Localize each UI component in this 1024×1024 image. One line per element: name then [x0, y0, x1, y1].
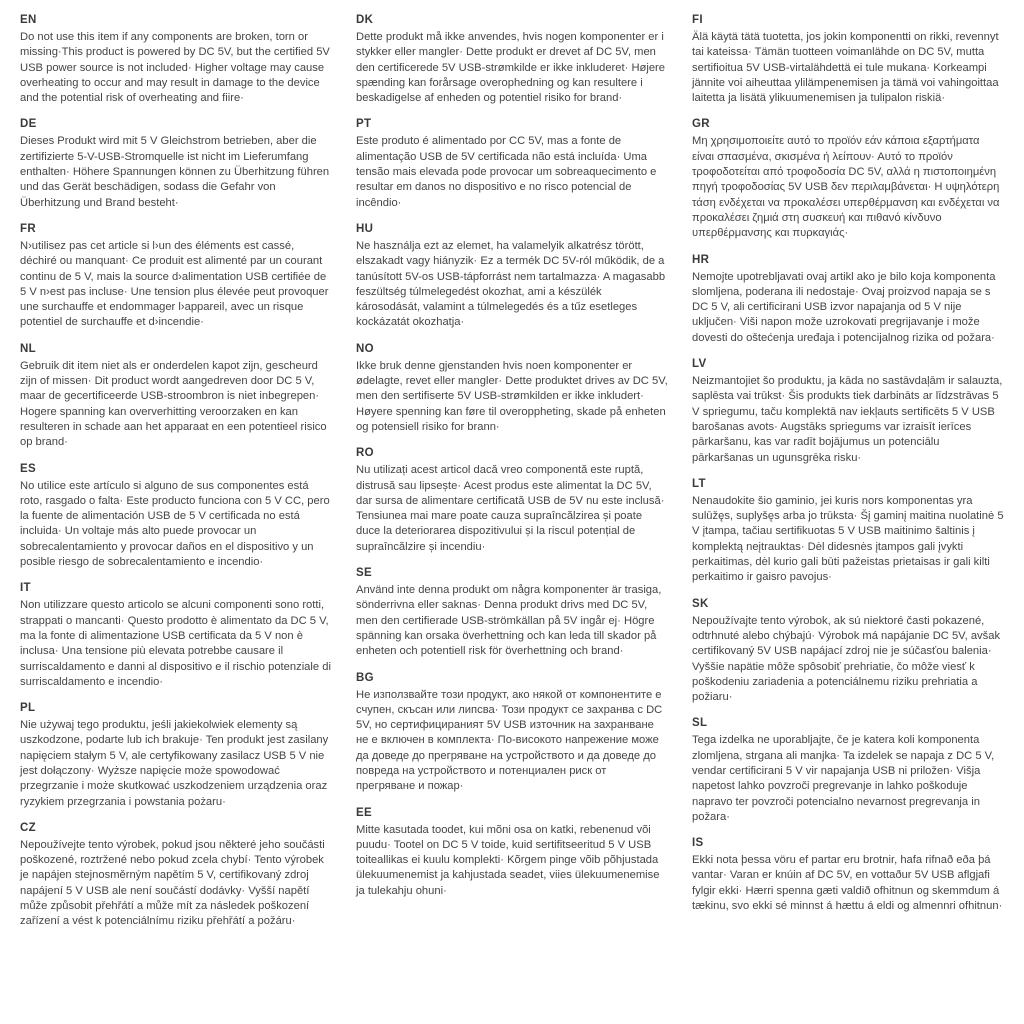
section-gr	[692, 118, 1004, 241]
safety-text-lv: Neizmantojiet šo produktu, ja kāda no sastāvdaļām ir salauzta, saplēsta vai trūkst· Šis produkts tiek darbināts ar līdzstrāvas 5 V spriegumu, taču komplektā nav iekļauts sertificēts 5 V USB barošanas avots· Augstāks spriegums var izraisīt ierīces pārkaršanu, kas var radīt bojājumus un potenciālu pārkaršanas un ugunsgrēka risku·	[692, 375, 1003, 464]
section-es	[20, 463, 332, 571]
language-code-lt: LT	[692, 477, 706, 490]
language-code-is: IS	[692, 837, 704, 850]
section-fr	[20, 223, 332, 331]
safety-text-es: No utilice este artículo si alguno de sus componentes está roto, rasgado o falta· Este producto funciona con 5 V CC, pero la fuente de alimentación USB de 5 V certificada no está incluida· Un voltaje más alto puede provocar un sobrecalentamiento y provocar daños en el dispositivo y un posible riesgo de sobrecalentamiento e incendio·	[20, 479, 330, 569]
section-sk	[692, 598, 1004, 706]
language-code-sl: SL	[692, 717, 708, 730]
language-code-hu: HU	[356, 222, 374, 235]
safety-text-pl: Nie używaj tego produktu, jeśli jakiekolwiek elementy są uszkodzone, podarte lub ich brakuje· Ten produkt jest zasilany napięciem stałym 5 V, ale certyfikowany zasilacz USB 5 V nie jest dołączony· Wyższe napięcie może spowodować przegrzanie i może skutkować uszkodzeniem urządzenia oraz ryzykiem przegrzania i powstania pożaru·	[20, 719, 329, 808]
section-en	[20, 14, 332, 106]
safety-text-sk: Nepoužívajte tento výrobok, ak sú niektoré časti pokazené, odtrhnuté alebo chýbajú· Výrobok má napájanie DC 5V, avšak certifikovaný 5V USB napájací zdroj nie je súčasťou balenia· Vyššie napätie môže spôsobiť prehriatie, čo môže viesť k poškodeniu zariadenia a potenciálnemu riziku prehriatia a požiaru·	[692, 614, 1001, 704]
section-se	[356, 567, 668, 659]
section-no	[356, 343, 668, 435]
language-code-en: EN	[20, 14, 37, 26]
language-code-de: DE	[20, 118, 37, 131]
safety-text-fr: N›utilisez pas cet article si l›un des éléments est cassé, déchiré ou manquant· Ce produit est alimenté par un courant continu de 5 V, mais la source d›alimentation USB certifiée de 5 V n›est pas incluse· Une tension plus élevée peut provoquer une surchauffe et endommager l›appareil, avec un risque potentiel de surchauffe et d›incendie·	[20, 239, 329, 329]
safety-text-sl: Tega izdelka ne uporabljajte, če je katera koli komponenta zlomljena, strgana ali manjka· Ta izdelek se napaja z DC 5 V, vendar certificirani 5 V vir napajanja USB ni priložen· Višja napetost lahko povzroči pregrevanje in lahko poškoduje napravo ter povzroči potencialno nevarnost pregrevanja in požara·	[692, 734, 995, 823]
safety-text-dk: Dette produkt må ikke anvendes, hvis nogen komponenter er i stykker eller mangler· Dette produkt er drevet af DC 5V, men den certificerede 5V USB-strømkilde er ikke inkluderet· Højere spænding kan forårsage overophedning og kan resultere i beskadigelse af enheden og potentiel risiko for brand·	[356, 31, 666, 105]
safety-text-nl: Gebruik dit item niet als er onderdelen kapot zijn, gescheurd zijn of missen· Dit product wordt aangedreven door DC 5 V, maar de gecertificeerde USB-stroombron is niet inbegrepen· Hogere spanning kan oververhitting veroorzaken en kan resulteren in schade aan het apparaat en een potentieel risico op brand·	[20, 359, 327, 449]
safety-text-fi: Älä käytä tätä tuotetta, jos jokin komponentti on rikki, revennyt tai kateissa· Tämän tuotteen voimanlähde on DC 5V, mutta sertifioitua 5V USB-virtalähdettä ei tule mukana· Korkeampi jännite voi aiheuttaa ylilämpenemisen ja tämä voi vahingoittaa laitetta ja lisätä ylikuumenemisen ja tulipalon riskiä·	[692, 31, 999, 105]
section-pl	[20, 702, 332, 810]
language-code-ro: RO	[356, 447, 374, 460]
section-bg	[356, 672, 668, 795]
section-fi	[692, 14, 1004, 106]
language-code-no: NO	[356, 342, 374, 355]
section-de	[20, 118, 332, 210]
safety-text-it: Non utilizzare questo articolo se alcuni componenti sono rotti, strappati o mancanti· Questo prodotto è alimentato da DC 5 V, ma la fonte di alimentazione USB certificata da 5 V non è inclusa· Una tensione più elevata potrebbe causare il surriscaldamento e danni al dispositivo e il rischio potenziale di surriscaldamento e incendio·	[20, 599, 331, 688]
language-code-nl: NL	[20, 342, 36, 355]
section-hr	[692, 254, 1004, 346]
safety-text-no: Ikke bruk denne gjenstanden hvis noen komponenter er ødelagte, revet eller mangler· Dette produktet drives av DC 5V, men den sertifiserte 5V USB-strømkilden er ikke inkludert· Høyere spenning kan føre til overoppheting, skade på enheten og potensiell risiko for brann·	[356, 359, 668, 433]
language-code-pt: PT	[356, 118, 372, 131]
safety-text-cz: Nepoužívejte tento výrobek, pokud jsou některé jeho součásti poškozené, roztržené nebo pokud zcela chybí· Tento výrobek je napájen stejnosměrným napětím 5 V, certifikovaný zdroj napájení 5 V USB ale není součástí dodávky· Vyšší napětí může způsobit přehřátí a může mít za následek poškození zařízení a vést k potenciálnímu riziku přehřátí a požáru·	[20, 838, 325, 928]
safety-text-hu: Ne használja ezt az elemet, ha valamelyik alkatrész törött, elszakadt vagy hiányzik· Ez a termék DC 5V-ról működik, de a tanúsított 5V-os USB-tápforrást nem tartalmazza· A magasabb feszültség túlmelegedést okozhat, ami a készülék károsodását, valamint a túlmelegedés és a tűz esetleges kockázatát okozhatja·	[356, 239, 666, 329]
column-2	[356, 14, 668, 1014]
column-1	[20, 14, 332, 1014]
section-nl	[20, 343, 332, 451]
safety-text-ee: Mitte kasutada toodet, kui mõni osa on katki, rebenenud või puudu· Tootel on DC 5 V toide, kuid sertifitseeritud 5 V USB toiteallikas ei kuulu komplekti· Kõrgem pinge võib põhjustada ülekuumenemist ja kahjustada seadet, viies ülekuumenemise ja tulekahju ohuni·	[356, 823, 660, 897]
section-dk	[356, 14, 668, 106]
language-code-dk: DK	[356, 14, 374, 26]
safety-text-en: Do not use this item if any components are broken, torn or missing·This product is powered by DC 5V, but the certified 5V USB power source is not included· Higher voltage may cause overheating to occur and may result in damage to the device and the potential risk of overheating and fiire·	[20, 31, 330, 105]
language-code-se: SE	[356, 567, 372, 580]
safety-text-de: Dieses Produkt wird mit 5 V Gleichstrom betrieben, aber die zertifizierte 5-V-USB-Stromquelle ist nicht im Lieferumfang enthalten· Höhere Spannungen können zu Überhitzung führen und das Gerät beschädigen, sodass die Gefahr von Überhitzung und Brand besteht·	[20, 135, 330, 209]
safety-text-hr: Nemojte upotrebljavati ovaj artikl ako je bilo koja komponenta slomljena, poderana ili nedostaje· Ovaj proizvod napaja se s DC 5 V, ali certificirani USB izvor napajanja od 5 V nije uključen· Viši napon može uzrokovati pregrijavanje i može dovesti do oštećenja uređaja i potencijalnog rizika od požara·	[692, 270, 996, 344]
section-pt	[356, 118, 668, 210]
section-ro	[356, 447, 668, 555]
language-code-sk: SK	[692, 597, 709, 610]
language-code-lv: LV	[692, 358, 707, 371]
safety-text-pt: Este produto é alimentado por CC 5V, mas a fonte de alimentação USB de 5V certificada não está incluída· Uma tensão mais elevada pode provocar um sobreaquecimento e resultar em danos no dispositivo e no risco potencial de incêndio·	[356, 135, 657, 209]
language-code-fr: FR	[20, 222, 36, 235]
language-code-bg: BG	[356, 671, 374, 684]
section-ee	[356, 807, 668, 899]
language-code-gr: GR	[692, 118, 710, 131]
language-code-hr: HR	[692, 253, 710, 266]
safety-text-lt: Nenaudokite šio gaminio, jei kuris nors komponentas yra sulūžęs, suplyšęs arba jo trūksta· Šį gaminį maitina nuolatinė 5 V įtampa, tačiau sertifikuotas 5 V USB maitinimo šaltinis į komplektą neįtrauktas· Dėl didesnės įtampos gali įvykti perkaitimas, dėl kurio gali būti pažeistas prietaisas ir gali kilti perkaitimo ir gaisro pavojus·	[692, 494, 1004, 584]
safety-text-bg: Не използвайте този продукт, ако някой от компонентите е счупен, скъсан или липсва· Този продукт се захранва с DC 5V, но сертифицираният 5V USB източник на захранване не е включен в комплекта· По-високото напрежение може да доведе до прегряване на устройството и да доведе до повреда на устройството и потенциален риск от прегряване и пожар·	[356, 688, 663, 793]
language-code-pl: PL	[20, 702, 36, 715]
safety-text-gr: Μη χρησιμοποιείτε αυτό το προϊόν εάν κάποια εξαρτήματα είναι σπασμένα, σκισμένα ή λείπουν· Αυτό το προϊόν τροφοδοτείται από τροφοδοσία DC 5V, αλλά η πιστοποιημένη πηγή τροφοδοσίας 5V USB δεν περιλαμβάνεται· Η υψηλότερη τάση ενδέχεται να προκαλέσει υπερθέρμανση και ενδέχεται να προκαλέσει ζημιά στη συσκευή και πιθανό κίνδυνο υπερθέρμανσης και πυρκαγιάς·	[692, 135, 1000, 240]
safety-text-ro: Nu utilizați acest articol dacă vreo componentă este ruptă, distrusă sau lipsește· Acest produs este alimentat la DC 5V, dar sursa de alimentare certificată USB de 5V nu este inclusă· Tensiunea mai mare poate cauza supraîncălzirea și poate duce la deteriorarea dispozitivului și la riscul potențial de supraîncălzire și incendiu·	[356, 464, 665, 553]
section-lt	[692, 478, 1004, 586]
section-is	[692, 837, 1004, 914]
section-sl	[692, 717, 1004, 825]
language-code-cz: CZ	[20, 821, 36, 834]
section-hu	[356, 223, 668, 331]
section-cz	[20, 822, 332, 930]
language-code-fi: FI	[692, 14, 703, 26]
language-code-ee: EE	[356, 806, 372, 819]
language-code-es: ES	[20, 462, 36, 475]
safety-text-is: Ekki nota þessa vöru ef partar eru brotnir, hafa rifnað eða þá vantar· Varan er knúin af DC 5V, en vottaður 5V USB aflgjafi fylgir ekki· Hærri spenna gæti valdið ofhitnun og skemmdum á tækinu, svo ekki sé minnst á hættu á eldi og almennri ofhitnun·	[692, 854, 1003, 913]
safety-text-se: Använd inte denna produkt om några komponenter är trasiga, sönderrivna eller saknas· Denna produkt drivs med DC 5V, men den certifierade USB-strömkällan på 5V ingår ej· Högre spänning kan orsaka överhettning och kan leda till skador på enheten och potentiell risk för överhettning och brand·	[356, 584, 662, 658]
language-code-it: IT	[20, 582, 31, 595]
column-3	[692, 14, 1004, 1014]
section-lv	[692, 358, 1004, 466]
section-it	[20, 582, 332, 690]
